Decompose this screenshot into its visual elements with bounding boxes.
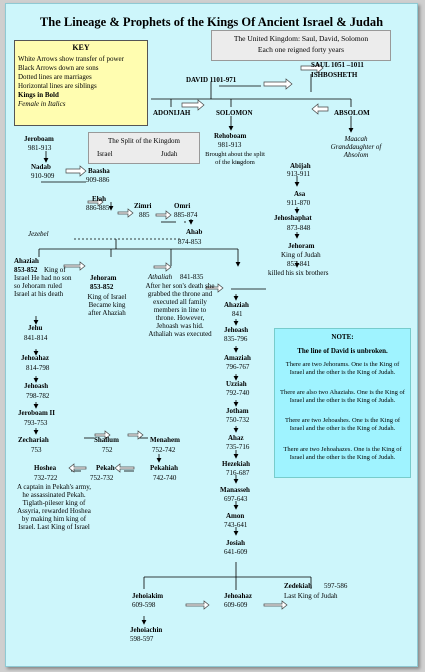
rehoboam-dates: 981-913 bbox=[218, 141, 242, 149]
jehoash-israel-dates: 798-782 bbox=[26, 392, 50, 400]
note-ahaziahs: There are also two Ahaziahs. One is the King of Israel and the other is the King of Judah. bbox=[280, 389, 405, 404]
key-heading: KEY bbox=[72, 43, 90, 52]
queen-jezebel: Jezebel bbox=[28, 230, 49, 238]
united-kingdom-box bbox=[211, 30, 391, 61]
key-line-white-arrows: White Arrows show transfer of power bbox=[18, 55, 124, 63]
king-david: DAVID 1101-971 bbox=[186, 76, 237, 84]
abijah-dates: 913-911 bbox=[287, 170, 311, 178]
king-josiah: Josiah bbox=[226, 539, 246, 547]
uzziah-dates: 792-740 bbox=[226, 389, 250, 397]
king-zedekiah: Zedekiah bbox=[284, 582, 313, 590]
jeroboam-ii-dates: 793-753 bbox=[24, 419, 48, 427]
king-menahem: Menahem bbox=[150, 436, 180, 444]
king-abijah: Abijah bbox=[290, 162, 311, 170]
king-jehoshaphat: Jehoshaphat bbox=[274, 214, 312, 222]
king-amaziah: Amaziah bbox=[224, 354, 251, 362]
king-ahab: Ahab bbox=[186, 228, 203, 236]
note-jehorams: There are two Jehorams. One is the King of Israel and the other is the King of Judah. bbox=[285, 361, 400, 376]
king-pekah: Pekah bbox=[96, 464, 115, 472]
king-jotham: Jotham bbox=[226, 407, 249, 415]
king-baasha: Baasha bbox=[88, 167, 110, 175]
king-jehoiachin: Jehoiachin bbox=[130, 626, 163, 634]
jehoram-judah-killed: killed his six brothers bbox=[268, 269, 329, 277]
jehoram-judah-note: King of Judah bbox=[281, 251, 321, 259]
hoshea-note: A captain in Pekah's army, he assassinated Pekah. Tiglath-pileser king of Assyria, rewarded Hoshea by making him king of Israel. Last King of Israel bbox=[16, 483, 92, 531]
king-jehoahaz-judah: Jehoahaz bbox=[224, 592, 252, 600]
baasha-dates: 909-886 bbox=[86, 176, 110, 184]
hezekiah-dates: 716-687 bbox=[226, 469, 250, 477]
prince-adonijah: ADONIJAH bbox=[153, 109, 191, 117]
king-zechariah: Zechariah bbox=[18, 436, 49, 444]
king-hoshea: Hoshea bbox=[34, 464, 57, 472]
jehoahaz-israel-dates: 814-798 bbox=[26, 364, 50, 372]
queen-athaliah: Athaliah bbox=[148, 273, 173, 281]
jehu-dates: 841-814 bbox=[24, 334, 48, 342]
king-jeroboam-ii: Jeroboam II bbox=[18, 409, 56, 417]
page-title: The Lineage & Prophets of the Kings Of Ancient Israel & Judah bbox=[39, 15, 384, 29]
jehoiachin-dates: 598-597 bbox=[130, 635, 154, 643]
key-bold-note: Kings in Bold bbox=[18, 91, 59, 99]
zedekiah-dates: 597-586 bbox=[324, 582, 348, 590]
jotham-dates: 750-732 bbox=[226, 416, 250, 424]
zimri-dates: 885 bbox=[139, 211, 150, 219]
king-jehoash-israel: Jehoash bbox=[24, 382, 49, 390]
king-manasseh: Manasseh bbox=[220, 486, 250, 494]
king-jehoahaz-israel: Jehoahaz bbox=[21, 354, 49, 362]
zedekiah-note: Last King of Judah bbox=[284, 592, 338, 600]
king-elah: Elah bbox=[92, 195, 107, 203]
jehoiakim-dates: 609-598 bbox=[132, 601, 156, 609]
jehoram-israel-dates: 853-852 bbox=[90, 283, 114, 291]
jeroboam-dates: 981-913 bbox=[28, 144, 52, 152]
ahab-dates: 874-853 bbox=[178, 238, 202, 246]
maacah-relation: Granddaughter of bbox=[330, 143, 382, 151]
shallum-dates: 752 bbox=[102, 446, 113, 454]
hoshea-dates: 732-722 bbox=[34, 474, 58, 482]
athaliah-dates: 841-835 bbox=[180, 273, 204, 281]
king-solomon: SOLOMON bbox=[216, 109, 253, 117]
jehoash-judah-dates: 835-796 bbox=[224, 335, 248, 343]
note-jehoahazes: There are two Jehoahazes. One is the King of Israel and the other is the King of Judah. bbox=[283, 446, 402, 461]
king-omri: Omri bbox=[174, 202, 191, 210]
jehoram-israel-note: King of Israel Became king after Ahaziah bbox=[87, 293, 127, 317]
athaliah-note: After her son's death she grabbed the throne and executed all family members in line to throne. However, Jehoash was hid. Athaliah was executed bbox=[145, 282, 215, 338]
king-ahaziah-israel: Ahaziah bbox=[14, 257, 39, 265]
king-pekahiah: Pekahiah bbox=[150, 464, 179, 472]
king-rehoboam: Rehoboam bbox=[214, 132, 247, 140]
jehoshaphat-dates: 873-848 bbox=[287, 224, 311, 232]
king-shallum: Shallum bbox=[94, 436, 119, 444]
king-jehoram-israel: Jehoram bbox=[90, 274, 117, 282]
king-jehoram-judah: Jehoram bbox=[288, 242, 315, 250]
queen-maacah: Maacah bbox=[344, 135, 368, 143]
king-amon: Amon bbox=[226, 512, 245, 520]
jehoahaz-judah-dates: 609-609 bbox=[224, 601, 248, 609]
ahaziah-israel-dates: 853-852 bbox=[14, 266, 38, 274]
split-title: The Split of the Kingdom bbox=[108, 137, 180, 145]
menahem-dates: 752-742 bbox=[152, 446, 176, 454]
split-judah-label: Judah bbox=[161, 150, 178, 158]
nadab-dates: 910-909 bbox=[31, 172, 55, 180]
king-uzziah: Uzziah bbox=[226, 380, 247, 388]
united-line2: Each one reigned forty years bbox=[257, 45, 345, 54]
ahaziah-israel-note: King of Israel He had no son so Jehoram ruled Israel at his death bbox=[14, 266, 72, 298]
amon-dates: 743-641 bbox=[224, 521, 248, 529]
prince-absalom: ABSOLOM bbox=[334, 109, 370, 117]
key-line-dotted: Dotted lines are marriages bbox=[18, 73, 92, 81]
king-jehu: Jehu bbox=[28, 324, 43, 332]
omri-dates: 885-874 bbox=[174, 211, 198, 219]
rehoboam-note: Brought about the split of the kingdom bbox=[205, 151, 265, 166]
united-line1: The United Kingdom: Saul, David, Solomon bbox=[233, 34, 369, 43]
key-italic-note: Female in Italics bbox=[18, 100, 66, 108]
elah-dates: 886-885 bbox=[86, 204, 110, 212]
jehoram-judah-dates: 853-841 bbox=[287, 260, 311, 268]
split-israel-label: Israel bbox=[97, 150, 113, 158]
king-jeroboam: Jeroboam bbox=[24, 135, 54, 143]
note-jehoashes: There are two Jehoashes. One is the King of Israel and the other is the King of Judah. bbox=[285, 417, 400, 432]
king-jehoiakim: Jehoiakim bbox=[132, 592, 164, 600]
king-nadab: Nadab bbox=[31, 163, 51, 171]
king-hezekiah: Hezekiah bbox=[222, 460, 250, 468]
pekahiah-dates: 742-740 bbox=[153, 474, 177, 482]
josiah-dates: 641-609 bbox=[224, 548, 248, 556]
note-heading: NOTE: bbox=[331, 333, 354, 341]
kingdom-split-box bbox=[88, 132, 200, 164]
king-saul: SAUL 1051 –1011 bbox=[311, 61, 364, 69]
note-box bbox=[274, 328, 411, 478]
king-ahaz: Ahaz bbox=[228, 434, 244, 442]
king-ishbosheth: ISHBOSHETH bbox=[311, 71, 358, 79]
ahaz-dates: 735-716 bbox=[226, 443, 250, 451]
key-line-horizontal: Horizontal lines are siblings bbox=[18, 82, 97, 90]
key-line-black-arrows: Black Arrows down are sons bbox=[18, 64, 99, 72]
king-jehoash-judah: Jehoash bbox=[224, 326, 249, 334]
king-ahaziah-judah: Ahaziah bbox=[224, 301, 249, 309]
maacah-relation-2: Absolom bbox=[343, 151, 369, 159]
king-zimri: Zimri bbox=[134, 202, 152, 210]
zechariah-dates: 753 bbox=[31, 446, 42, 454]
pekah-dates: 752-732 bbox=[90, 474, 114, 482]
manasseh-dates: 697-643 bbox=[224, 495, 248, 503]
ahaziah-judah-dates: 841 bbox=[232, 310, 243, 318]
note-line-of-david: The line of David is unbroken. bbox=[297, 347, 388, 355]
amaziah-dates: 796-767 bbox=[226, 363, 250, 371]
chart-page bbox=[5, 3, 418, 667]
asa-dates: 911-870 bbox=[287, 199, 311, 207]
king-asa: Asa bbox=[294, 190, 306, 198]
legend-key bbox=[14, 40, 148, 126]
